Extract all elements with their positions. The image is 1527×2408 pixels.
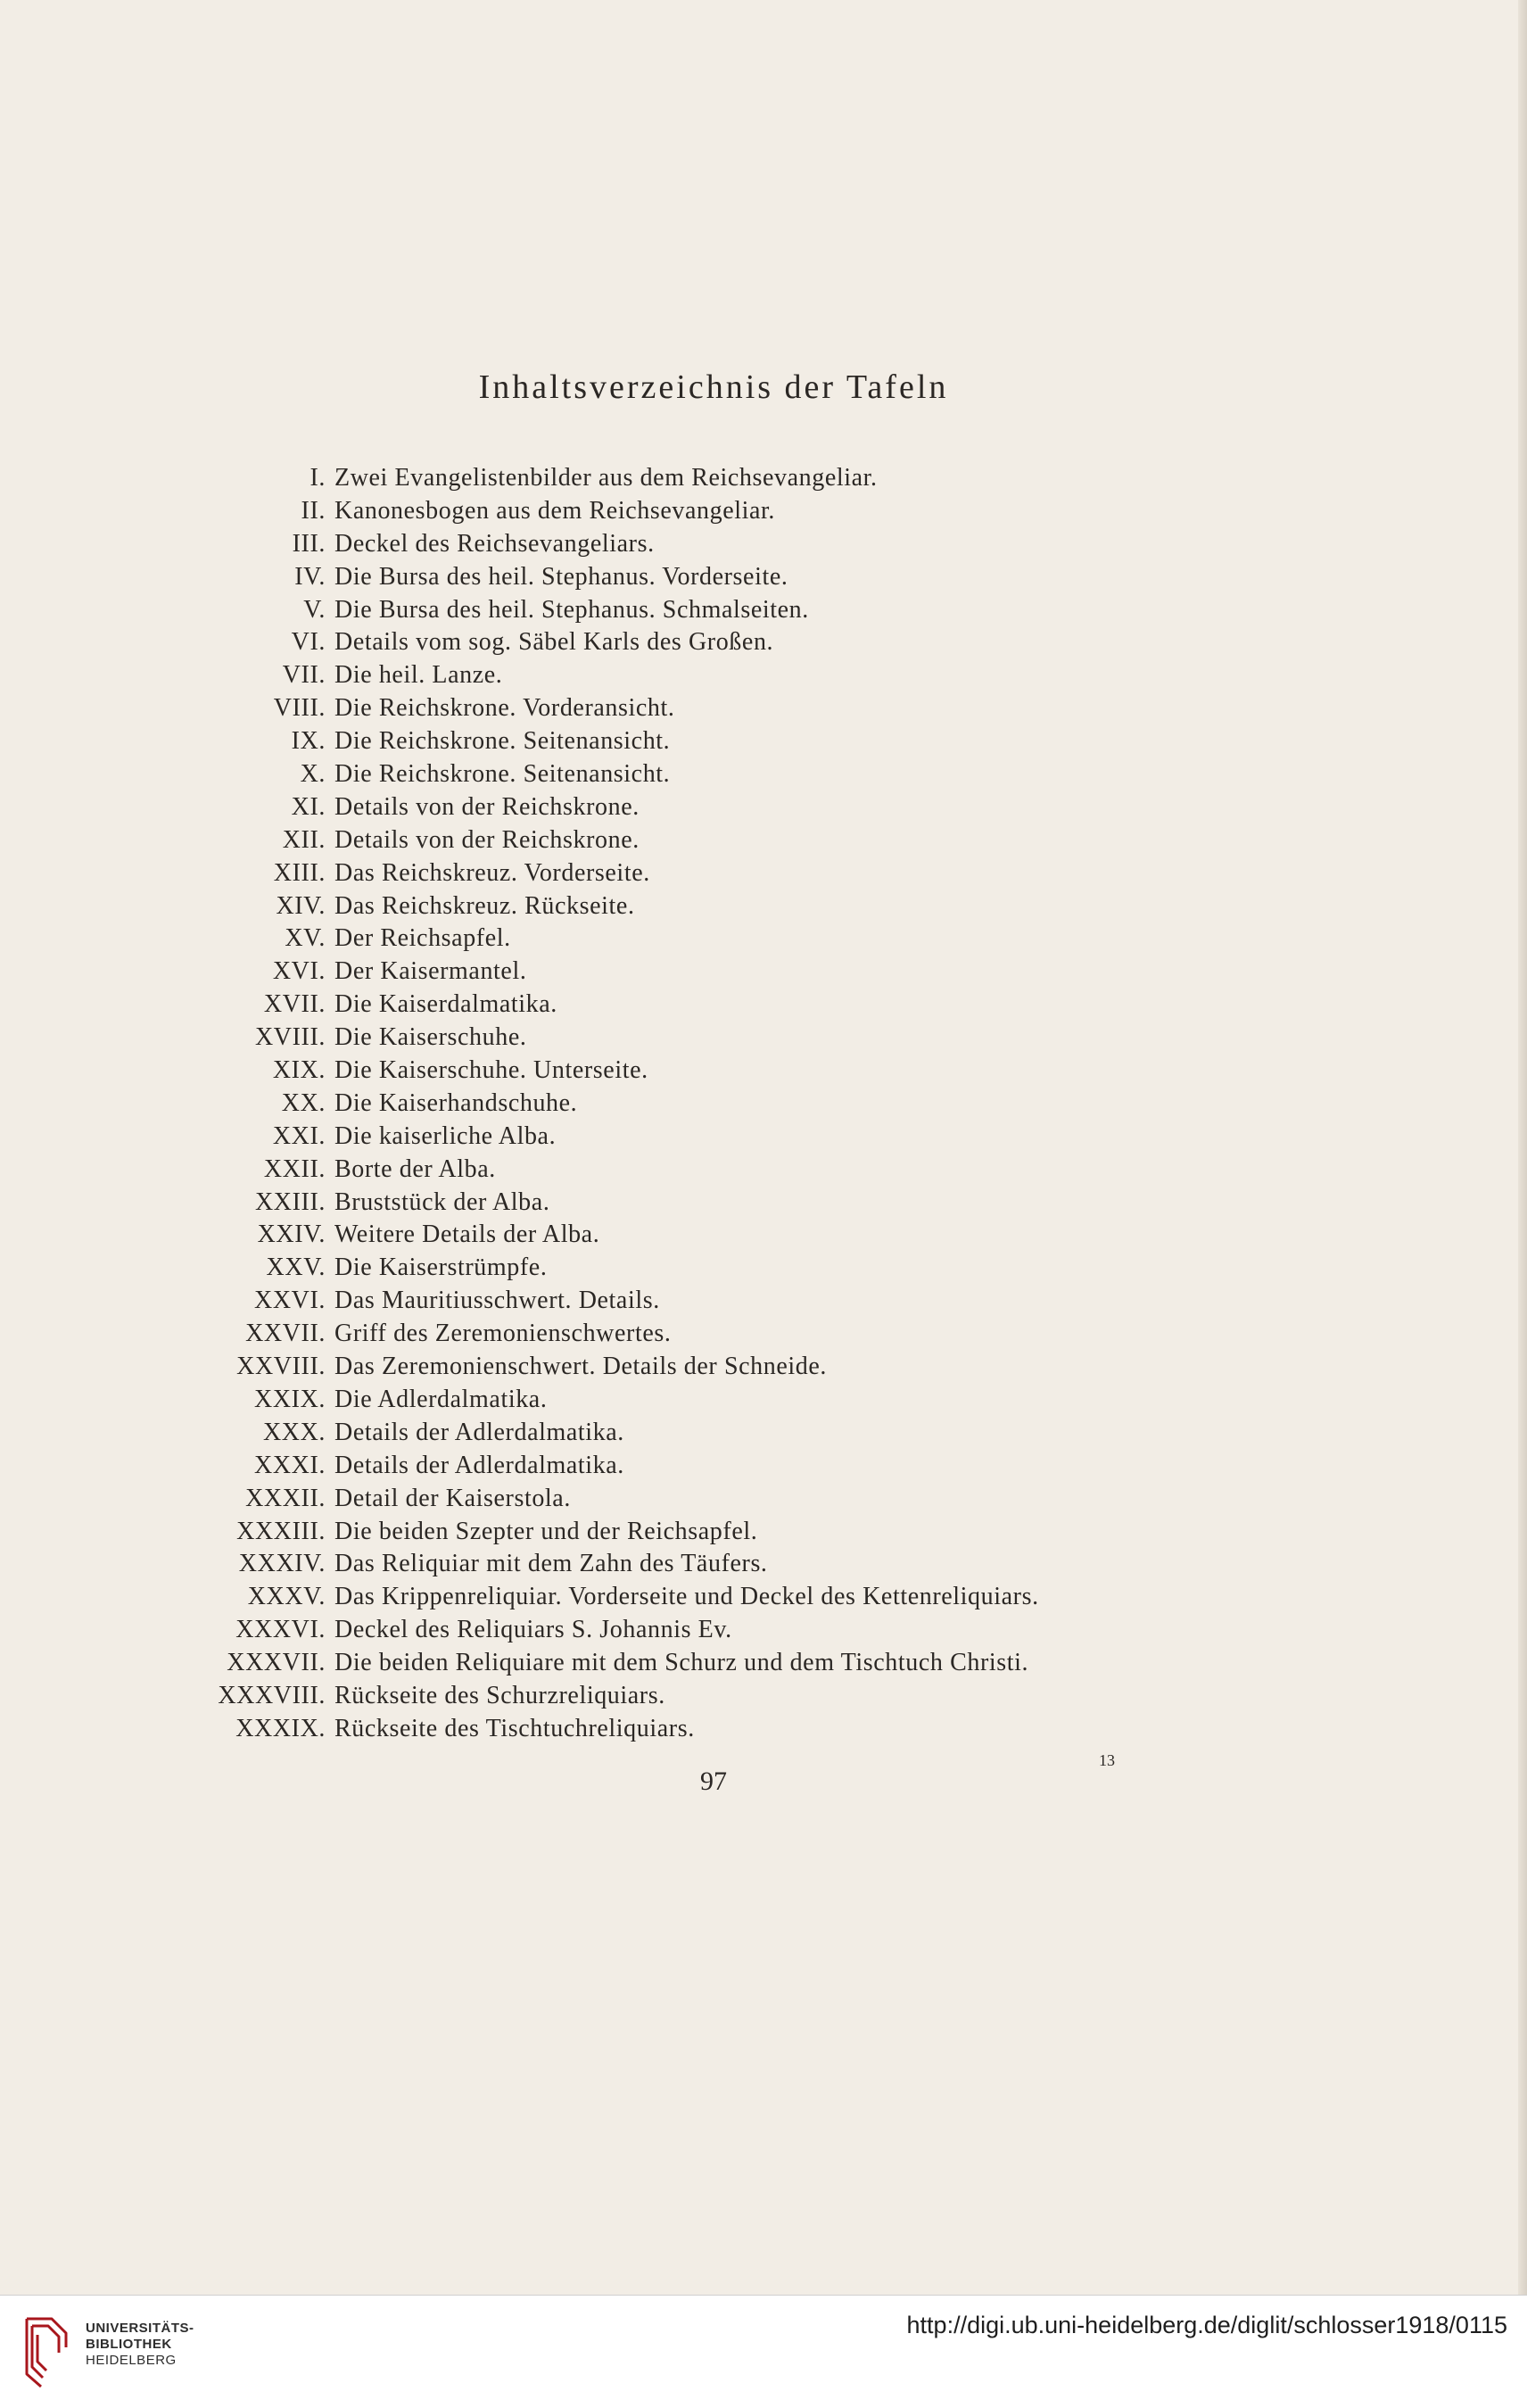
plate-entry bbox=[0, 694, 1039, 727]
plate-entry bbox=[0, 826, 1039, 859]
plate-caption: Die Reichskrone. Seitenansicht. bbox=[334, 760, 671, 789]
plate-caption: Borte der Alba. bbox=[334, 1154, 496, 1183]
plate-entry bbox=[0, 1386, 1039, 1419]
plate-entry bbox=[0, 1155, 1039, 1188]
plate-caption: Die Kaiserschuhe. bbox=[334, 1023, 527, 1052]
plate-number: XVIII. bbox=[254, 1023, 326, 1052]
page-number: 97 bbox=[700, 1767, 727, 1796]
plate-number: VIII. bbox=[273, 694, 326, 723]
plate-entry bbox=[0, 1550, 1039, 1583]
plate-entry bbox=[0, 1616, 1039, 1649]
plate-entry bbox=[0, 924, 1039, 957]
plate-caption: Die Adlerdalmatika. bbox=[334, 1385, 548, 1413]
plate-caption: Details vom sog. Säbel Karls des Großen. bbox=[334, 628, 774, 657]
plate-caption: Der Reichsapfel. bbox=[334, 924, 511, 953]
plate-number: XII. bbox=[282, 825, 326, 854]
library-logo-icon[interactable] bbox=[20, 2312, 75, 2390]
plate-number: XXI. bbox=[272, 1121, 326, 1150]
plate-number: X. bbox=[300, 760, 326, 789]
plate-caption: Das Zeremonienschwert. Details der Schneide. bbox=[334, 1353, 827, 1381]
plate-entry bbox=[0, 1353, 1039, 1386]
page-title: Inhaltsverzeichnis der Tafeln bbox=[478, 368, 949, 406]
plate-number: XXXVIII. bbox=[218, 1681, 326, 1709]
plate-number: VII. bbox=[282, 661, 326, 690]
plate-number: XXXI. bbox=[254, 1451, 326, 1479]
plate-caption: Die Kaiserschuhe. Unterseite. bbox=[334, 1056, 648, 1085]
plate-number: XI. bbox=[291, 792, 326, 821]
plate-caption: Die Kaiserhandschuhe. bbox=[334, 1088, 578, 1117]
plate-entry bbox=[0, 760, 1039, 793]
plate-number: XXIX. bbox=[254, 1385, 326, 1413]
plate-number: XXXIV. bbox=[238, 1550, 326, 1578]
plate-caption: Die heil. Lanze. bbox=[334, 661, 503, 690]
plate-caption: Zwei Evangelistenbilder aus dem Reichsevangeliar. bbox=[334, 464, 878, 492]
library-name[interactable] bbox=[86, 2321, 194, 2369]
plate-caption: Deckel des Reichsevangeliars. bbox=[334, 529, 655, 558]
plate-caption: Details von der Reichskrone. bbox=[334, 792, 640, 821]
plate-entry bbox=[0, 1122, 1039, 1155]
plate-caption: Die beiden Szepter und der Reichsapfel. bbox=[334, 1517, 758, 1545]
plate-caption: Weitere Details der Alba. bbox=[334, 1221, 600, 1249]
plate-entry bbox=[0, 563, 1039, 596]
plate-number: XXXII. bbox=[245, 1484, 326, 1512]
plate-entry bbox=[0, 530, 1039, 563]
plate-number: XXV. bbox=[266, 1254, 326, 1282]
library-name-line1: UNIVERSITÄTS- bbox=[86, 2321, 194, 2336]
plate-caption: Details von der Reichskrone. bbox=[334, 825, 640, 854]
library-name-line3: HEIDELBERG bbox=[86, 2353, 177, 2368]
plate-number: XXVI. bbox=[254, 1287, 326, 1315]
plate-number: XXXVI. bbox=[235, 1616, 326, 1644]
plate-entry bbox=[0, 859, 1039, 892]
plate-caption: Die Reichskrone. Vorderansicht. bbox=[334, 694, 675, 723]
plate-entry bbox=[0, 892, 1039, 925]
plate-entry bbox=[0, 464, 1039, 497]
plate-caption: Die Bursa des heil. Stephanus. Vorderseite. bbox=[334, 562, 788, 591]
plate-number: XXIV. bbox=[257, 1221, 326, 1249]
plate-number: VI. bbox=[291, 628, 326, 657]
plate-number: I. bbox=[310, 464, 326, 492]
plate-entry bbox=[0, 1188, 1039, 1221]
plate-caption: Details der Adlerdalmatika. bbox=[334, 1418, 624, 1446]
library-name-line2: BIBLIOTHEK bbox=[86, 2337, 172, 2352]
plate-entry bbox=[0, 1518, 1039, 1551]
plate-entry bbox=[0, 1452, 1039, 1485]
plate-number: XXIII. bbox=[254, 1187, 326, 1216]
plate-number: IX. bbox=[291, 727, 326, 756]
plate-caption: Detail der Kaiserstola. bbox=[334, 1484, 571, 1512]
plate-entry bbox=[0, 793, 1039, 826]
plate-entry bbox=[0, 1023, 1039, 1056]
plate-number: II. bbox=[301, 496, 326, 525]
plate-entry bbox=[0, 1287, 1039, 1320]
page-edge bbox=[1518, 0, 1527, 2295]
plate-entry bbox=[0, 661, 1039, 694]
plate-entry bbox=[0, 1715, 1039, 1748]
plate-caption: Die Kaiserdalmatika. bbox=[334, 990, 557, 1019]
plate-caption: Kanonesbogen aus dem Reichsevangeliar. bbox=[334, 496, 775, 525]
signature-mark: 13 bbox=[1099, 1751, 1115, 1769]
plate-caption: Die Reichskrone. Seitenansicht. bbox=[334, 727, 671, 756]
plate-entry bbox=[0, 1254, 1039, 1287]
plate-caption: Das Mauritiusschwert. Details. bbox=[334, 1287, 660, 1315]
plate-caption: Details der Adlerdalmatika. bbox=[334, 1451, 624, 1479]
plate-number: XVI. bbox=[272, 957, 326, 986]
plate-caption: Rückseite des Tischtuchreliquiars. bbox=[334, 1714, 695, 1742]
plate-number: XIX. bbox=[272, 1056, 326, 1085]
plate-caption: Das Reichskreuz. Rückseite. bbox=[334, 891, 635, 920]
plate-list bbox=[0, 464, 1039, 1748]
plate-number: V. bbox=[303, 595, 326, 624]
source-url-link[interactable]: http://digi.ub.uni-heidelberg.de/diglit/schlosser1918/0115 bbox=[906, 2312, 1507, 2338]
plate-entry bbox=[0, 957, 1039, 990]
plate-number: XIII. bbox=[273, 858, 326, 887]
plate-entry bbox=[0, 1089, 1039, 1122]
plate-number: XXVII. bbox=[245, 1320, 326, 1348]
plate-entry bbox=[0, 727, 1039, 760]
plate-entry bbox=[0, 497, 1039, 530]
plate-entry bbox=[0, 1056, 1039, 1089]
plate-caption: Das Krippenreliquiar. Vorderseite und Deckel des Kettenreliquiars. bbox=[334, 1583, 1039, 1611]
plate-number: XXX. bbox=[262, 1418, 326, 1446]
plate-caption: Das Reliquiar mit dem Zahn des Täufers. bbox=[334, 1550, 768, 1578]
plate-number: IV. bbox=[294, 562, 326, 591]
plate-entry bbox=[0, 990, 1039, 1023]
plate-caption: Bruststück der Alba. bbox=[334, 1187, 550, 1216]
plate-caption: Die Kaiserstrümpfe. bbox=[334, 1254, 548, 1282]
plate-number: XVII. bbox=[263, 990, 326, 1019]
plate-number: XXXV. bbox=[247, 1583, 326, 1611]
plate-entry bbox=[0, 628, 1039, 661]
plate-number: XXVIII. bbox=[236, 1353, 326, 1381]
plate-entry bbox=[0, 1320, 1039, 1353]
plate-caption: Rückseite des Schurzreliquiars. bbox=[334, 1681, 665, 1709]
plate-entry bbox=[0, 1485, 1039, 1518]
plate-entry bbox=[0, 1583, 1039, 1616]
plate-number: XX. bbox=[281, 1088, 326, 1117]
plate-number: XIV. bbox=[276, 891, 326, 920]
plate-caption: Die kaiserliche Alba. bbox=[334, 1121, 557, 1150]
plate-entry bbox=[0, 1221, 1039, 1254]
plate-caption: Die beiden Reliquiare mit dem Schurz und dem Tischtuch Christi. bbox=[334, 1649, 1029, 1677]
plate-number: XXXVII. bbox=[227, 1649, 326, 1677]
plate-caption: Deckel des Reliquiars S. Johannis Ev. bbox=[334, 1616, 732, 1644]
plate-caption: Die Bursa des heil. Stephanus. Schmalseiten. bbox=[334, 595, 809, 624]
footer-bar bbox=[0, 2295, 1527, 2408]
plate-entry bbox=[0, 596, 1039, 629]
plate-entry bbox=[0, 1682, 1039, 1715]
plate-caption: Der Kaisermantel. bbox=[334, 957, 527, 986]
plate-entry bbox=[0, 1419, 1039, 1452]
plate-entry bbox=[0, 1649, 1039, 1682]
plate-number: XXII. bbox=[263, 1154, 326, 1183]
plate-number: XXXIX. bbox=[235, 1714, 326, 1742]
plate-number: XXXIII. bbox=[236, 1517, 326, 1545]
plate-caption: Das Reichskreuz. Vorderseite. bbox=[334, 858, 650, 887]
plate-caption: Griff des Zeremonienschwertes. bbox=[334, 1320, 672, 1348]
plate-number: XV. bbox=[285, 924, 326, 953]
plate-number: III. bbox=[292, 529, 326, 558]
